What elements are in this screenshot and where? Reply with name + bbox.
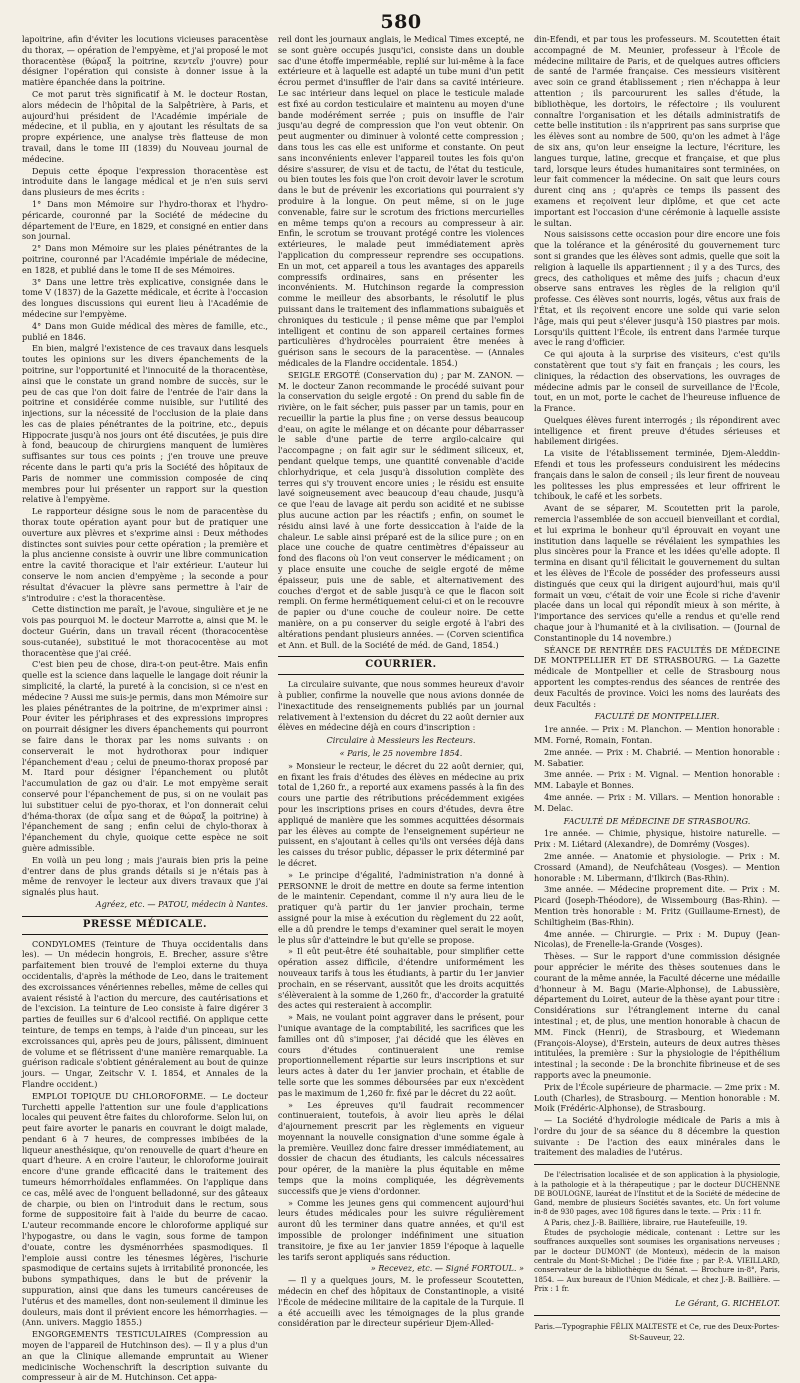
paragraph: din-Efendi, et par tous les professeurs. M. Scoutetten était accompagné de M. Meunier, professeur à l'École de médecine militaire de Paris, et de quelques autres officiers de santé de l'armée française. Ces messieurs visitèrent avec soin ce grand établissement ; rien n'échappa à leur attention ; ils parcoururent les salles d'étude, la bibliothèque, les dortoirs, le réfectoire ; ils voulurent connaître l'organisation et les détails administratifs de cette belle institution : ils n'apprirent pas sans surprise que les élèves sont au nombre de 500, qu'on les admet à l'âge de six ans, qu'on leur enseigne la lecture, l'écriture, les langues turque, latine, grecque et française, et que plus tard, lorsque leurs études humanitaires sont terminées, on leur fait commencer la médecine. On sait que leurs cours durent cinq ans ; qu'après ce temps ils passent des examens et reçoivent leur diplôme, et que cet acte important est l'occasion d'une cérémonie à laquelle assiste le sultan. [534,34,780,228]
award-line: 2me année. — Anatomie et physiologie. — Prix : M. Crossard (Amand), de Neufchâteau (Vosges). — Mention honorable : M. Libermann, d'Ilkirch (Bas-Rhin). [534,850,780,883]
faculty-heading: FACULTÉ DE MONTPELLIER. [594,711,720,722]
paragraph: 2° Dans mon Mémoire sur les plaies pénétrantes de la poitrine, couronné par l'Académie impériale de médecine, en 1828, et publié dans le tome II de ses Mémoires. [22,243,268,275]
paragraph: EMPLOI TOPIQUE DU CHLOROFORME. — Le docteur Turchetti appelle l'attention sur une foule d'applications locales qui peuvent être faites du chloroforme. Selon lui, on peut faire avorter le panaris en couvrant le doigt malade, pendant 6 à 7 heures, de compresses imbibées de la liqueur anesthésique, qu'on renouvelle de quart d'heure en quart d'heure. A en croire l'auteur, le chloroforme jouirait encore d'une grande efficacité dans le traitement des tumeurs hémorrhoïdales enflammées. On l'applique dans ce cas, mêlé avec de l'onguent belladonné, sur des gâteaux de charpie, ou bien on l'introduit dans le rectum, sous forme de suppositoire fait à l'aide du beurre de cacao. L'auteur recommande encore le chloroforme appliqué sur l'hypogastre, ou dans le vagin, sous forme de tampon d'ouate, contre les dysménorrhées spasmodiques. Il l'emploie aussi contre les ténesmes légères, l'ischurie spasmodique de certains sujets à irritabilité prononcée, les bubons sympathiques, dans le but de prévenir la suppuration, ainsi que dans les tumeurs cancéreuses de l'utérus et des mamelles, dont non-seulement il diminue les douleurs, mais dont il prévient encore les hémorrhagies. — (Ann. univers. Maggio 1855.) [22,1090,268,1328]
column-3 [534,34,780,1342]
paragraph: — Il y a quelques jours, M. le professeur Scoutetten, médecin en chef des hôpitaux de Constantinople, a visité l'École de médecine militaire de la capitale de la Turquie. Il a été accueilli avec les témoignages de la plus grande considération par le directeur supérieur Djem-Alled- [278,1275,524,1329]
paragraph: reil dont les journaux anglais, le Medical Times excepté, ne se sont guère occupés jusqu'ici, consiste dans un double sac d'une étoffe imperméable, replié sur lui-même à la face extérieure et à laquelle est adapté un tube muni d'un petit écrou permet d'insuffler de l'air dans sa cavité intérieure. Le sac intérieur dans lequel on place le testicule malade est fixé au cordon testiculaire et maintenu au moyen d'une bande modérément serrée ; puis on insuffle de l'air jusqu'au degré de compression que l'on veut obtenir. On peut augmenter ou diminuer à volonté cette compression ; dans tous les cas elle est uniforme et constante. On peut sans inconvénients enlever l'appareil toutes les fois qu'on désire s'assurer, de visu et de tactu, de l'état du testicule, ou bien toutes les fois que l'on croit devoir laver le scrotum dans le but de prévenir les excoriations qui pourraient s'y produire à la longue. On peut même, si on le juge convenable, faire sur le scrotum des frictions mercurielles en même temps qu'on a recours au compresseur à air. Enfin, le scrotum se trouvant protégé contre les violences extérieures, le malade peut immédiatement après l'application du compresseur reprendre ses occupations. En un mot, cet appareil a tous les avantages des appareils compressifs ordinaires, sans en présenter les inconvénients. M. Hutchinson regarde la compression comme le meilleur des absorbants, le résolutif le plus puissant dans le traitement des inflammations subaiguës et chroniques du testicule ; il pense même que par l'emploi intelligent et continu de son appareil certaines formes particulières d'hydrocèles pourraient être menées à guérison sans le secours de la paracentèse. — (Annales médicales de la Flandre occidentale. 1854.) [278,34,524,368]
printer-footer: Paris.—Typographie FÉLIX MALTESTE et Ce, rue des Deux-Portes-St-Sauveur, 22. [534,1321,780,1342]
paragraph: » Comme les jeunes gens qui commencent aujourd'hui leurs études médicales pour les suivre régulièrement auront dû les terminer dans quatre années, et qu'il est impossible de prolonger indéfiniment une situation transitoire, je fixe au 1er janvier 1859 l'époque à laquelle les tarifs seront appliqués sans réduction. [278,1197,524,1262]
paragraph: » Mais, ne voulant point aggraver dans le présent, pour l'unique avantage de la comptabilité, les sacrifices que les familles ont dû s'imposer, j'ai décidé que les élèves en cours d'études continueraient une remise proportionnellement répartie sur leurs inscriptions et sur leurs actes à dater du 1er janvier prochain, et établie de telle sorte que les sommes déboursées par eux n'excèdent pas le maximum de 1,260 fr. fixé par le décret du 22 août. [278,1012,524,1098]
paragraph: Avant de se séparer, M. Scoutetten prit la parole, remercia l'assemblée de son accueil bienveillant et cordial, et lui exprima le bonheur qu'il éprouvait en voyant une institution dans laquelle se révélaient les sympathies les plus sincères pour la France et les idées qu'elle adopte. Il termina en disant qu'il félicitait le gouvernement du sultan et les élèves de l'École de posséder des professeurs aussi distingués que ceux qui la dirigent aujourd'hui, mais qu'il formait un vœu, c'était de voir une École si riche d'avenir placée dans un local qui répondît mieux à son mérite, à l'importance des services qu'elle a rendus et qu'elle rend chaque jour à l'humanité et à la civilisation. — (Journal de Constantinople du 14 novembre.) [534,503,780,643]
paragraph: SÉANCE DE RENTRÉE DES FACULTÉS DE MÉDECINE DE MONTPELLIER ET DE STRASBOURG. — La Gazette médicale de Montpellier et celle de Strasbourg nous apportent les comptes-rendus des séances de rentrée des deux Facultés de province. Voici les noms des lauréats des deux Facultés : [534,644,780,709]
paragraph: Cette distinction me paraît, je l'avoue, singulière et je ne vois pas pourquoi M. le docteur Marrotte a, ainsi que M. le docteur Guérin, dans un travail récent (thoracocentèse sous-cutanée), substitué le mot thoracocentèse au mot thoracentèse que j'ai créé. [22,604,268,658]
paragraph: Ce qui ajouta à la surprise des visiteurs, c'est qu'ils constatèrent que tout s'y fait en français ; les cours, les cliniques, la rédaction des observations, les ouvrages de médecine admis par le conseil de surveillance de l'École, tout, en un mot, porte le cachet de l'heureuse influence de la France. [534,349,780,414]
paragraph: 4° Dans mon Guide médical des mères de famille, etc., publié en 1846. [22,320,268,342]
paragraph: En voilà un peu long ; mais j'aurais bien pris la peine d'entrer dans de plus grands détails si je n'étais pas à même de renvoyer le lecteur aux divers travaux que j'ai signalés plus haut. [22,854,268,898]
divider [534,1164,780,1165]
award-line: 1re année. — Prix : M. Planchon. — Mention honorable : MM. Forné, Romain, Fontan. [534,724,780,745]
paragraph: La circulaire suivante, que nous sommes heureux d'avoir à publier, confirme la nouvelle que nous avions donnée de l'inexactitude des renseignements publiés par un journal relativement à l'extension du décret du 22 août dernier aux élèves en médecine déjà en cours d'inscription : [278,679,524,733]
paragraph: SEIGLE ERGOTÉ (Conservation du) ; par M. ZANON. — M. le docteur Zanon recommande le procédé suivant pour la conservation du seigle ergoté : On prend du sable fin de rivière, on le fait sécher, puis passer par un tamis, pour en recueillir la partie la plus fine ; on verse dessus beaucoup d'eau, on agite le mélange et on décante pour débarrasser le sable d'une partie de terre argilo-calcaire qui l'accompagne ; on fait agir sur le sédiment siliceux, et, pendant quelque temps, une quantité convenable d'acide chlorhydrique, et cela jusqu'à dissolution complète des terres qui s'y trouvent encore unies ; le résidu est ensuite lavé soigneusement avec beaucoup d'eau chaude, jusqu'à ce que l'eau de lavage ait perdu son acidité et ne subisse plus aucune action par les réactifs ; enfin, on soumet le résidu ainsi lavé à une forte dessiccation à l'aide de la chaleur. Le sable ainsi préparé est de la silice pure ; on en place une couche de quatre centimètres d'épaisseur au fond des flacons où l'on veut conserver le médicament ; on y place ensuite une couche de seigle ergoté de même épaisseur, puis une de sable, et alternativement des couches d'ergot et de sable jusqu'à ce que le flacon soit rempli. On ferme hermétiquement celui-ci et on le recouvre de papier ou d'une couche de couleur noire. De cette manière, on a pu conserver du seigle ergoté à l'abri des altérations pendant plusieurs années. — (Corven scientifica et Ann. et Bull. de la Société de méd. de Gand, 1854.) [278,369,524,650]
signature: » Recevez, etc. — Signé FORTOUL. » [370,1263,524,1274]
paragraph: La visite de l'établissement terminée, Djem-Aleddin-Efendi et tous les professeurs conduisirent les médecins français dans le salon de conseil ; ils leur firent de nouveau les politesses les plus empressées et leur offrirent le tchibouk, le café et les sorbets. [534,448,780,502]
columns [22,34,780,1383]
paragraph: En bien, malgré l'existence de ces travaux dans lesquels toutes les opinions sur les divers épanchements de la poitrine, sur l'opportunité et l'innocuité de la thoracentèse, ainsi que le constate un grand nombre de succès, sur le peu de cas que l'on doit faire de l'entrée de l'air dans la poitrine et considérée comme nuisible, sur l'utilité des injections, sur la nécessité de l'occlusion de la plaie dans les cas de plaies pénétrantes de la poitrine, etc., depuis Hippocrate jusqu'à nos jours ont été discutées, je puis dire à fond, beaucoup de chirurgiens manquent de lumières suffisantes sur tous ces points ; j'en trouve une preuve récente dans le parti qu'a pris la Société des hôpitaux de Paris de nommer une commission composée de cinq membres pour lui présenter un rapport sur la question relative à l'empyème. [22,343,268,505]
award-line: Thèses. — Sur le rapport d'une commission désignée pour apprécier le mérite des thèses soutenues dans le courant de la même année, la Faculté décerne une médaille d'honneur à M. Bagu (Marie-Alphonse), de Labussière, département du Loiret, auteur de la thèse ayant pour titre : Considérations sur l'étranglement interne du canal intestinal ; et, de plus, une mention honorable à chacun de MM. Finck (Henri), de Strasbourg, et Wiedemann (François-Aloyse), d'Erstein, auteurs de deux autres thèses intitulées, la première : Sur la physiologie de l'épithélium intestinal ; la seconde : De la bronchite fibrineuse et de ses rapports avec la pneumonie. [534,951,780,1080]
advertisement: A Paris, chez J.-B. Baillière, libraire, rue Hautefeuille, 19. [544,1218,748,1227]
paragraph: 1° Dans mon Mémoire sur l'hydro-thorax et l'hydro-péricarde, couronné par la Société de médecine du département de l'Eure, en 1829, et consigné en entier dans son journal. [22,198,268,242]
paragraph: » Les épreuves qu'il faudrait recommencer continueraient, toutefois, à avoir lieu après le délai d'ajournement prescrit par les règlements en vigueur moyennant la nouvelle consignation d'une somme égale à la première. Veuillez donc faire dresser immédiatement, au dossier de chacun des étudiants, les calculs nécessaires pour opérer, de la manière la plus équitable en même temps que la moins compliquée, les dégrèvements successifs que je viens d'ordonner. [278,1099,524,1196]
paragraph: — La Société d'hydrologie médicale de Paris a mis à l'ordre du jour de sa séance du 8 décembre la question suivante : De l'action des eaux minérales dans le traitement des maladies de l'utérus. [534,1115,780,1158]
dateline: « Paris, le 25 novembre 1854. [339,748,463,758]
paragraph: C'est bien peu de chose, dira-t-on peut-être. Mais enfin quelle est la science dans laquelle le langage doit réunir la simplicité, la clarté, la pureté à la concision, si ce n'est en médecine ? Aussi me suis-je permis, dans mon Mémoire sur les plaies pénétrantes de la poitrine, de m'exprimer ainsi : Pour éviter les périphrases et des expressions impropres on pourrait désigner les divers épanchements qui pourront se faire dans le thorax par les noms suivants : on conserverait le mot hydrothorax pour indiquer l'épanchement d'eau ; celui de pneumo-thorax proposé par M. Itard pour désigner l'épanchement ou plutôt l'accumulation de gaz ou d'air. Le mot empyème serait conservé pour l'épanchement de pus, si on ne voulait pas lui substituer celui de pyo-thorax, et l'on donnerait celui d'héma-thorax (de αἷμα sang et de θώραξ la poitrine) à l'épanchement de sang ; enfin celui de chylo-thorax à l'épanchement du chyle, quoique cette espèce ne soit guère admissible. [22,659,268,853]
section-header: PRESSE MÉDICALE. [22,916,268,935]
award-line: 3me année. — Médecine proprement dite. — Prix : M. Picard (Joseph-Théodore), de Wissembourg (Bas-Rhin). — Mention très honorable : M. Fritz (Guillaume-Ernest), de Schiltigheim (Bas-Rhin). [534,884,780,927]
advertisement: Études de psychologie médicale, contenant : Lettre sur les souffrances auxquelles sont soumises les organisations nerveuses ; par le docteur DUMONT (de Monteux), médecin de la maison centrale du Mont-St-Michel ; De l'idée fixe ; par P.-A. VIEILLARD, conservateur de la bibliothèque du Sénat. — Brochure in-8°, Paris, 1854. — Aux bureaux de l'Union Médicale, et chez J.-B. Baillière. — Prix : 1 fr. [534,1229,780,1293]
paragraph: ENGORGEMENTS TESTICULAIRES (Compression au moyen de l'appareil de Hutchinson des). — Il y a plus d'un an que la Clinique allemande empruntait au Wiener medicinische Wochenschrift la description suivante du compresseur à air de M. Hutchinson. Cet appa- [22,1329,268,1383]
manager-signature: Le Gérant, G. RICHELOT. [675,1298,780,1309]
award-line: 4me année. — Chirurgie. — Prix : M. Dupuy (Jean-Nicolas), de Frenelle-la-Grande (Vosges). [534,928,780,950]
page-number: 580 [380,11,422,33]
faculty-heading: FACULTÉ DE MÉDECINE DE STRASBOURG. [563,815,751,826]
paragraph: 3° Dans une lettre très explicative, consignée dans le tome V (1837) de la Gazette médicale, et écrite à l'occasion des longues discussions qui eurent lieu à l'Académie de médecine sur l'empyème. [22,276,268,319]
paragraph: Nous saisissons cette occasion pour dire encore une fois que la tolérance et la générosité du gouvernement turc sont si grandes que les élèves sont admis, quelle que soit la religion à laquelle ils appartiennent ; il y a des Turcs, des grecs, des catholiques et même des juifs ; chacun d'eux observe sans entraves les règles de la religion qu'il professe. Ces élèves sont nourris, logés, vêtus aux frais de l'État, et ils reçoivent encore une solde qui varie selon l'âge, mais qui peut s'élever jusqu'à 150 piastres par mois. Lorsqu'ils quittent l'École, ils entrent dans l'armée turque avec le rang d'officier. [534,229,780,348]
award-line: 4me année. — Prix : M. Villars. — Mention honorable : M. Delac. [534,791,780,813]
advertisement: De l'électrisation localisée et de son application à la physiologie, à la pathologie et à la thérapeutique ; par le docteur DUCHENNE DE BOULOGNE, lauréat de l'Institut et de la Société de médecine de Gand, membre de plusieurs Sociétés savantes, etc. Un fort volume in-8 de 930 pages, avec 108 figures dans le texte. — Prix : 11 fr. [534,1171,780,1217]
paragraph: Quelques élèves furent interrogés ; ils répondirent avec intelligence et firent preuve d'études sérieuses et habilement dirigées. [534,414,780,447]
paragraph: Le rapporteur désigne sous le nom de paracentèse du thorax toute opération ayant pour but de pratiquer une ouverture aux plèvres et s'exprime ainsi : Deux méthodes distinctes sont suivies pour cette opération ; la première et la plus ancienne consiste à ouvrir une libre communication entre la cavité thoracique et l'air extérieur. L'auteur lui conserve le nom ancien d'empyème ; la seconde a pour résultat d'évacuer la plèvre sans permettre à l'air de s'introduire : c'est la thoracentèse. [22,506,268,603]
paragraph: » Le principe d'égalité, l'administration n'a donné à PERSONNE le droit de mettre en doute sa ferme intention de le maintenir. Cependant, comme il n'y aura lieu de le pratiquer qu'à partir du 1er janvier prochain, terme assigné pour la mise à exécution du règlement du 22 août, elle a dû prendre le temps d'examiner quel serait le moyen le plus sûr d'atteindre le but qu'elle se propose. [278,869,524,945]
paragraph: Ce mot parut très significatif à M. le docteur Rostan, alors médecin de l'hôpital de la Salpêtrière, à Paris, et aujourd'hui président de l'Académie impériale de médecine, et il publia, en y ajoutant les résultats de sa propre expérience, une analyse très flatteuse de mon travail, dans le tome III (1839) du Nouveau journal de médecine. [22,88,268,164]
column-1 [22,34,268,1383]
subheading: Circulaire à Messieurs les Recteurs. [326,735,476,746]
paragraph: » Il eût peut-être été souhaitable, pour simplifier cette opération assez difficile, d'étendre uniformément les nouveaux tarifs à tous les étudiants, à partir du 1er janvier prochain, en se réservant, aussitôt que les droits acquittés s'élèveraient à la somme de 1,260 fr., d'accorder la gratuité des actes qui resteraient à accomplir. [278,946,524,1011]
paragraph: CONDYLOMES (Teinture de Thuya occidentalis dans les). — Un médecin hongrois, E. Brecher, assure s'être parfaitement bien trouvé de l'emploi externe du thuya occidentalis, d'après la méthode de Leo, dans le traitement des excroissances vénériennes rebelles, même de celles qui avaient résisté à l'action du mercure, des cautérisations et de l'excision. La teinture de Leo consiste à faire digérer 3 parties de feuilles sur 6 d'alcool rectifié. On applique cette teinture, de temps en temps, à l'aide d'un pinceau, sur les excroissances qui, après peu de jours, pâlissent, diminuent de volume et se flétrissent d'une manière remarquable. La guérison radicale s'obtient généralement au bout de quinze jours. — Ungar, Zeitschr V. I. 1854, et Annales de la Flandre occident.) [22,938,268,1089]
award-line: 3me année. — Prix : M. Vignal. — Mention honorable : MM. Labayle et Bonnes. [534,769,780,791]
paragraph: lapoitrine, afin d'éviter les locutions vicieuses paracentèse du thorax, — opération de l'empyème, et j'ai proposé le mot thoracentèse (θώραξ la poitrine, κεντεῖν j'ouvre) pour désigner l'opération qui consiste à donner issue à la matière épanchée dans la poitrine. [22,34,268,88]
award-line: 2me année. — Prix : M. Chabrié. — Mention honorable : M. Sabatier. [534,746,780,768]
award-line: 1re année. — Chimie, physique, histoire naturelle. — Prix : M. Liétard (Alexandre), de Domrémy (Vosges). [534,828,780,850]
section-header: COURRIER. [278,656,524,675]
paragraph: » Monsieur le recteur, le décret du 22 août dernier, qui, en fixant les frais d'études des élèves en médecine au prix total de 1,260 fr., a reporté aux examens passés à la fin des cours une partie des rétributions précédemment exigées pour les inscriptions prises en cours d'études, devra être appliqué de manière que les sommes acquittées désormais par les élèves au compte de l'enseignement supérieur ne puissent, en s'ajoutant à celles qu'ils ont versées déjà dans les caisses du trésor public, dépasser le prix déterminé par le décret. [278,760,524,868]
divider [534,1315,780,1316]
award-line: Prix de l'École supérieure de pharmacie. — 2me prix : M. Louth (Charles), de Strasbourg. — Mention honorable : M. Moik (Frédéric-Alphonse), de Strasbourg. [534,1081,780,1114]
signature: Agréez, etc. — PATOU, médecin à Nantes. [95,898,268,909]
paragraph: Depuis cette époque l'expression thoracentèse est introduite dans le langage médical et je n'en suis servi dans plusieurs de mes écrits : [22,165,268,198]
column-2 [278,34,524,1329]
